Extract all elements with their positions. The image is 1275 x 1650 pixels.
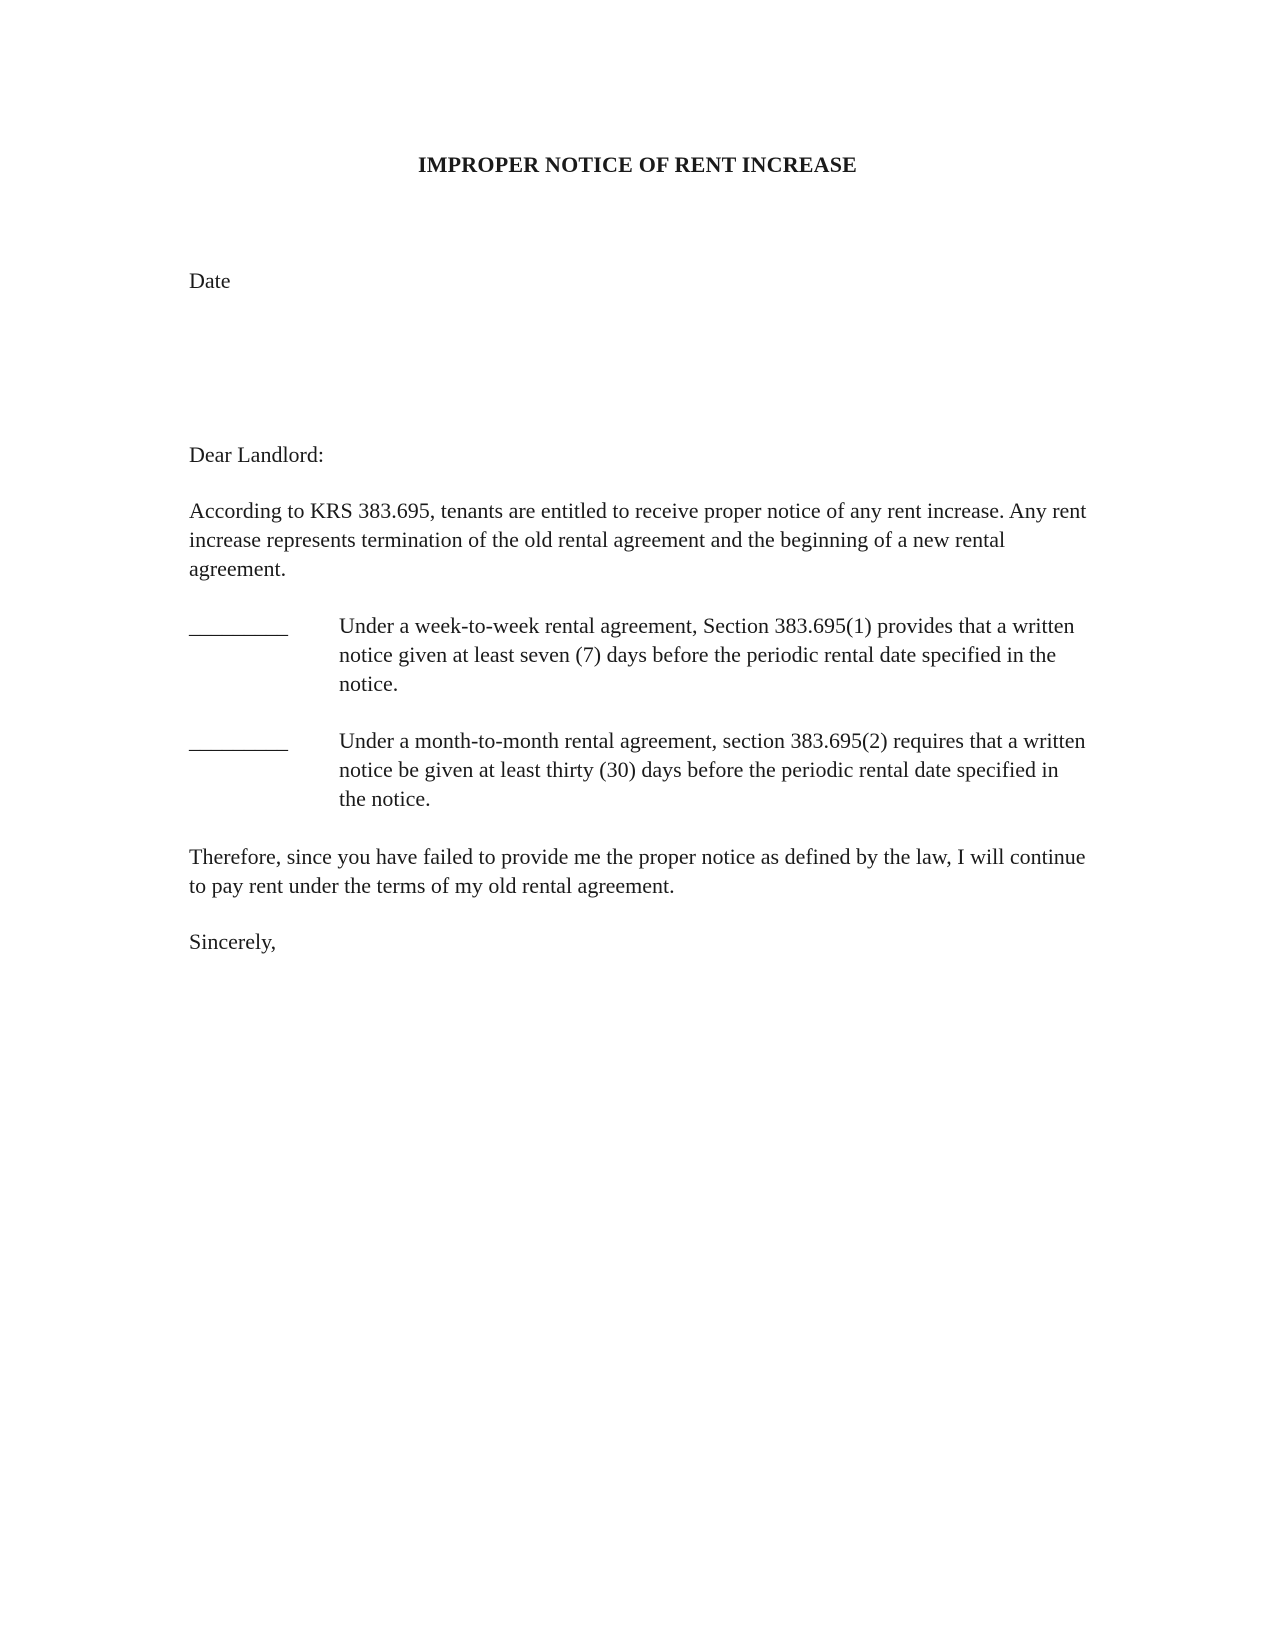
checkbox-blank-line[interactable]: _________ xyxy=(189,728,288,753)
option-text: Under a week-to-week rental agreement, Section 383.695(1) provides that a written notice given at least seven (7) days before the periodic rental date specified in the notice. xyxy=(339,613,1075,696)
date-label: Date xyxy=(189,268,231,293)
salutation: Dear Landlord: xyxy=(189,442,324,467)
option-month-to-month xyxy=(189,726,1089,813)
closing: Sincerely, xyxy=(189,929,277,954)
checkbox-blank-line[interactable]: _________ xyxy=(189,613,288,638)
conclusion-paragraph: Therefore, since you have failed to provide me the proper notice as defined by the law, I will continue to pay rent under the terms of my old rental agreement. xyxy=(189,844,1086,898)
option-week-to-week xyxy=(189,611,1089,698)
intro-paragraph: According to KRS 383.695, tenants are entitled to receive proper notice of any rent increase. Any rent increase represents termination of the old rental agreement and the beginning of a new rental agreement. xyxy=(189,498,1087,581)
document-title: IMPROPER NOTICE OF RENT INCREASE xyxy=(417,152,858,177)
option-text: Under a month-to-month rental agreement, section 383.695(2) requires that a written notice be given at least thirty (30) days before the periodic rental date specified in the notice. xyxy=(339,728,1086,811)
